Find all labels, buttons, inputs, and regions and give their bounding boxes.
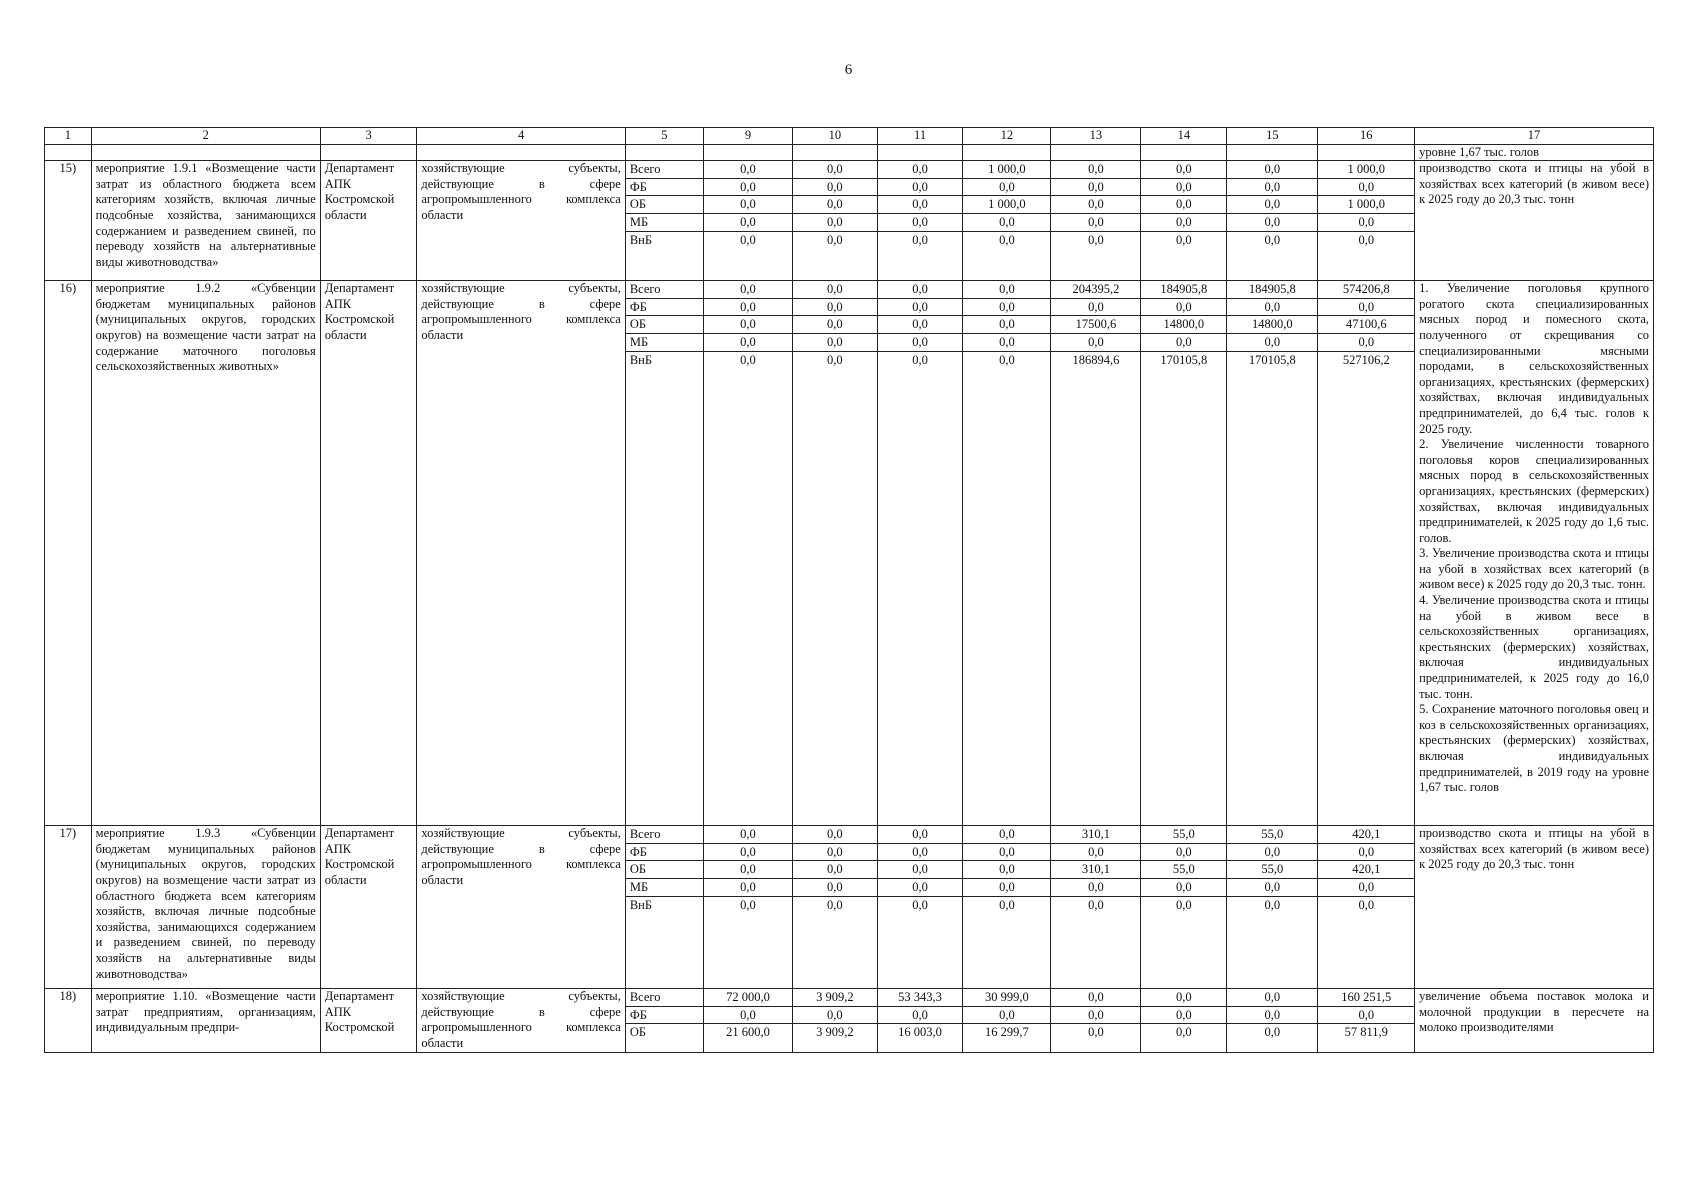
- amount-value: 0,0: [827, 352, 843, 367]
- amount-value: 0,0: [878, 861, 963, 879]
- expected-result: [1415, 281, 1654, 826]
- executor: Департамент АПК Костромской области: [320, 161, 417, 281]
- amount-value: 17500,6: [1051, 316, 1140, 334]
- amount-value: 0,0: [1318, 179, 1414, 197]
- funding-source: ФБ: [626, 179, 703, 197]
- amount-value: 310,1: [1051, 826, 1140, 844]
- amount-value: 0,0: [793, 334, 877, 352]
- column-header: 12: [963, 128, 1051, 145]
- amount-value: 0,0: [1051, 214, 1140, 232]
- amount-value: 0,0: [1051, 334, 1140, 352]
- year-values-c9: [703, 281, 792, 826]
- amount-value: 0,0: [1088, 897, 1104, 912]
- amount-value: 0,0: [704, 826, 792, 844]
- amount-value: 0,0: [793, 179, 877, 197]
- amount-value: 0,0: [878, 179, 963, 197]
- column-header: 2: [91, 128, 320, 145]
- year-values-c16: [1318, 989, 1415, 1052]
- year-values-c14: [1141, 281, 1227, 826]
- amount-value: 0,0: [793, 214, 877, 232]
- amount-value: 0,0: [704, 334, 792, 352]
- measure-name: мероприятие 1.9.3 «Субвенции бюджетам муниципальных районов (муниципальных округов, городских округов) на возмещение части затрат из областного бюджета всем категориям хозяйств, включая личные подсобные хозяйства, занимающихся содержанием и разведением свиней, по переводу хозяйств на альтернативные виды животноводства»: [91, 826, 320, 989]
- year-values-c9: [703, 161, 792, 281]
- amount-value: 0,0: [963, 879, 1050, 897]
- amount-value: 0,0: [963, 316, 1050, 334]
- amount-value: 0,0: [963, 334, 1050, 352]
- funding-source: ВнБ: [629, 897, 653, 912]
- year-values-c14: [1141, 989, 1227, 1052]
- year-values-c14: [1141, 826, 1227, 989]
- amount-value: 0,0: [1088, 1025, 1104, 1040]
- amount-value: 0,0: [1264, 897, 1281, 912]
- amount-value: 0,0: [1141, 196, 1226, 214]
- amount-value: 0,0: [704, 316, 792, 334]
- amount-value: 170105,8: [1160, 352, 1208, 367]
- column-header: 3: [320, 128, 417, 145]
- participants: хозяйствующие субъекты, действующие в сфере агропромышленного комплекса области: [417, 161, 625, 281]
- amount-value: 0,0: [1318, 1007, 1414, 1025]
- funding-source: МБ: [626, 879, 703, 897]
- amount-value: 0,0: [1227, 299, 1317, 317]
- program-activities-table: [44, 127, 1654, 1053]
- funding-sources: [625, 161, 703, 281]
- amount-value: 0,0: [1141, 334, 1226, 352]
- measure-name: мероприятие 1.10. «Возмещение части затрат предприятиям, организациям, индивидуальным предпри-: [91, 989, 320, 1052]
- amount-value: 0,0: [878, 299, 963, 317]
- page-number: 6: [844, 62, 853, 78]
- amount-value: 0,0: [963, 299, 1050, 317]
- amount-value: 0,0: [793, 161, 877, 179]
- funding-source: Всего: [626, 281, 703, 299]
- result-paragraph: 3. Увеличение производства скота и птицы на убой в хозяйствах всех категорий (в живом весе) к 2025 году до 20,3 тыс. тонн.: [1419, 546, 1649, 592]
- amount-value: 0,0: [793, 844, 877, 862]
- amount-value: 0,0: [1264, 232, 1281, 247]
- amount-value: 0,0: [1227, 879, 1317, 897]
- year-values-c13: [1051, 826, 1141, 989]
- amount-value: 186894,6: [1072, 352, 1120, 367]
- amount-value: 0,0: [793, 1007, 877, 1025]
- continuation-row: [45, 144, 1654, 161]
- result-paragraph: увеличение объема поставок молока и молочной продукции в пересчете на молоко производителями: [1419, 989, 1649, 1035]
- funding-source: ФБ: [626, 299, 703, 317]
- amount-value: 0,0: [793, 879, 877, 897]
- amount-value: 204395,2: [1051, 281, 1140, 299]
- amount-value: 0,0: [1051, 989, 1140, 1007]
- amount-value: 0,0: [1051, 179, 1140, 197]
- executor: Департамент АПК Костромской области: [320, 826, 417, 989]
- table-row: [45, 161, 1654, 281]
- year-values-c13: [1051, 281, 1141, 826]
- amount-value: 0,0: [963, 844, 1050, 862]
- amount-value: 0,0: [1088, 232, 1104, 247]
- amount-value: 3 909,2: [816, 1025, 854, 1040]
- amount-value: 53 343,3: [878, 989, 963, 1007]
- amount-value: 0,0: [1051, 1007, 1140, 1025]
- amount-value: 16 299,7: [985, 1025, 1029, 1040]
- amount-value: 0,0: [1141, 161, 1226, 179]
- column-header: 16: [1318, 128, 1415, 145]
- funding-source: ОБ: [626, 196, 703, 214]
- amount-value: 0,0: [827, 232, 843, 247]
- amount-value: 0,0: [793, 281, 877, 299]
- year-values-c9: [703, 826, 792, 989]
- amount-value: 0,0: [963, 826, 1050, 844]
- amount-value: 0,0: [1227, 161, 1317, 179]
- result-paragraph: производство скота и птицы на убой в хозяйствах всех категорий (в живом весе) к 2025 году до 20,3 тыс. тонн: [1419, 826, 1649, 872]
- amount-value: 0,0: [999, 232, 1015, 247]
- amount-value: 0,0: [704, 214, 792, 232]
- column-header: 15: [1227, 128, 1318, 145]
- executor: Департамент АПК Костромской: [320, 989, 417, 1052]
- year-values-c11: [877, 281, 963, 826]
- funding-source: ОБ: [629, 1025, 647, 1040]
- column-number-row: [45, 128, 1654, 145]
- year-values-c15: [1227, 281, 1318, 826]
- row-number: 15): [45, 161, 92, 281]
- year-values-c10: [793, 989, 878, 1052]
- year-values-c10: [793, 826, 878, 989]
- funding-source: Всего: [626, 826, 703, 844]
- amount-value: 0,0: [704, 844, 792, 862]
- participants: хозяйствующие субъекты, действующие в сфере агропромышленного комплекса области: [417, 281, 625, 826]
- funding-source: ВнБ: [629, 352, 653, 367]
- amount-value: 0,0: [1227, 179, 1317, 197]
- amount-value: 0,0: [1141, 214, 1226, 232]
- amount-value: 0,0: [999, 352, 1015, 367]
- amount-value: 0,0: [1141, 299, 1226, 317]
- amount-value: 0,0: [963, 1007, 1050, 1025]
- amount-value: 0,0: [963, 214, 1050, 232]
- year-values-c15: [1227, 989, 1318, 1052]
- participants: хозяйствующие субъекты, действующие в сфере агропромышленного комплекса области: [417, 826, 625, 989]
- expected-result: [1415, 826, 1654, 989]
- amount-value: 0,0: [1358, 897, 1375, 912]
- amount-value: 0,0: [878, 316, 963, 334]
- amount-value: 0,0: [1141, 1007, 1226, 1025]
- column-header: 14: [1141, 128, 1227, 145]
- column-header: 11: [877, 128, 963, 145]
- amount-value: 160 251,5: [1318, 989, 1414, 1007]
- amount-value: 1 000,0: [963, 196, 1050, 214]
- amount-value: 184905,8: [1227, 281, 1317, 299]
- continuation-text: уровне 1,67 тыс. голов: [1415, 144, 1654, 161]
- amount-value: 0,0: [912, 352, 928, 367]
- amount-value: 0,0: [1176, 1025, 1192, 1040]
- amount-value: 0,0: [1051, 196, 1140, 214]
- year-values-c15: [1227, 161, 1318, 281]
- column-header: 10: [793, 128, 878, 145]
- amount-value: 0,0: [1227, 1007, 1317, 1025]
- amount-value: 0,0: [827, 897, 843, 912]
- amount-value: 0,0: [878, 334, 963, 352]
- amount-value: 0,0: [704, 1007, 792, 1025]
- amount-value: 3 909,2: [793, 989, 877, 1007]
- amount-value: 0,0: [1358, 232, 1375, 247]
- amount-value: 47100,6: [1318, 316, 1414, 334]
- result-paragraph: 4. Увеличение производства скота и птицы на убой в живом весе в сельскохозяйственных организациях, крестьянских (фермерских) хозяйствах, включая индивидуальных предпринимателей, к 2025 году до 16,0 тыс. тонн.: [1419, 593, 1649, 701]
- amount-value: 55,0: [1141, 826, 1226, 844]
- funding-sources: [625, 826, 703, 989]
- funding-source: ОБ: [626, 316, 703, 334]
- year-values-c10: [793, 281, 878, 826]
- amount-value: 0,0: [1141, 844, 1226, 862]
- amount-value: 0,0: [1176, 232, 1192, 247]
- funding-source: ВнБ: [629, 232, 653, 247]
- amount-value: 0,0: [1318, 214, 1414, 232]
- amount-value: 0,0: [1141, 989, 1226, 1007]
- amount-value: 0,0: [963, 861, 1050, 879]
- amount-value: 0,0: [740, 232, 756, 247]
- amount-value: 0,0: [1318, 844, 1414, 862]
- amount-value: 0,0: [704, 161, 792, 179]
- amount-value: 14800,0: [1141, 316, 1226, 334]
- amount-value: 184905,8: [1141, 281, 1226, 299]
- amount-value: 0,0: [963, 179, 1050, 197]
- table-row: [45, 826, 1654, 989]
- funding-source: Всего: [626, 989, 703, 1007]
- expected-result: [1415, 989, 1654, 1052]
- participants: хозяйствующие субъекты, действующие в сфере агропромышленного комплекса области: [417, 989, 625, 1052]
- amount-value: 30 999,0: [963, 989, 1050, 1007]
- funding-source: Всего: [626, 161, 703, 179]
- amount-value: 1 000,0: [963, 161, 1050, 179]
- amount-value: 0,0: [740, 897, 756, 912]
- amount-value: 57 811,9: [1344, 1025, 1388, 1040]
- amount-value: 0,0: [1227, 334, 1317, 352]
- amount-value: 0,0: [740, 352, 756, 367]
- result-paragraph: 5. Сохранение маточного поголовья овец и коз в сельскохозяйственных организациях, крестьянских (фермерских) хозяйствах, включая индивидуальных предпринимателей, в 2019 году на уровне 1,67 тыс. голов: [1419, 702, 1649, 795]
- amount-value: 420,1: [1318, 826, 1414, 844]
- column-header: 5: [625, 128, 703, 145]
- measure-name: мероприятие 1.9.2 «Субвенции бюджетам муниципальных районов (муниципальных округов, городских округов) на возмещение части затрат на содержание маточного поголовья сельскохозяйственных животных»: [91, 281, 320, 826]
- amount-value: 0,0: [912, 897, 928, 912]
- year-values-c12: [963, 989, 1051, 1052]
- funding-sources: [625, 989, 703, 1052]
- column-header: 13: [1051, 128, 1141, 145]
- year-values-c12: [963, 281, 1051, 826]
- year-values-c11: [877, 161, 963, 281]
- amount-value: 1 000,0: [1318, 196, 1414, 214]
- amount-value: 0,0: [793, 299, 877, 317]
- year-values-c16: [1318, 161, 1415, 281]
- amount-value: 0,0: [793, 316, 877, 334]
- amount-value: 0,0: [704, 879, 792, 897]
- funding-sources: [625, 281, 703, 826]
- funding-source: МБ: [626, 334, 703, 352]
- row-number: 16): [45, 281, 92, 826]
- amount-value: 0,0: [963, 281, 1050, 299]
- column-header: 4: [417, 128, 625, 145]
- amount-value: 0,0: [878, 196, 963, 214]
- amount-value: 0,0: [704, 196, 792, 214]
- amount-value: 0,0: [1141, 179, 1226, 197]
- expected-result: [1415, 161, 1654, 281]
- amount-value: 1 000,0: [1318, 161, 1414, 179]
- amount-value: 0,0: [878, 281, 963, 299]
- year-values-c15: [1227, 826, 1318, 989]
- year-values-c16: [1318, 826, 1415, 989]
- amount-value: 0,0: [878, 161, 963, 179]
- amount-value: 0,0: [1227, 989, 1317, 1007]
- amount-value: 0,0: [1318, 334, 1414, 352]
- amount-value: 0,0: [1141, 879, 1226, 897]
- year-values-c14: [1141, 161, 1227, 281]
- amount-value: 0,0: [1318, 299, 1414, 317]
- funding-source: ОБ: [626, 861, 703, 879]
- amount-value: 0,0: [1051, 161, 1140, 179]
- amount-value: 0,0: [912, 232, 928, 247]
- amount-value: 527106,2: [1342, 352, 1390, 367]
- amount-value: 0,0: [1051, 879, 1140, 897]
- amount-value: 0,0: [1318, 879, 1414, 897]
- amount-value: 0,0: [878, 826, 963, 844]
- table-row: [45, 989, 1654, 1052]
- amount-value: 0,0: [1227, 844, 1317, 862]
- amount-value: 0,0: [1051, 299, 1140, 317]
- year-values-c10: [793, 161, 878, 281]
- amount-value: 0,0: [704, 179, 792, 197]
- amount-value: 0,0: [793, 861, 877, 879]
- amount-value: 0,0: [704, 299, 792, 317]
- funding-source: ФБ: [626, 1007, 703, 1025]
- year-values-c9: [703, 989, 792, 1052]
- funding-source: МБ: [626, 214, 703, 232]
- amount-value: 0,0: [1051, 844, 1140, 862]
- year-values-c11: [877, 826, 963, 989]
- amount-value: 16 003,0: [898, 1025, 942, 1040]
- year-values-c13: [1051, 161, 1141, 281]
- amount-value: 574206,8: [1318, 281, 1414, 299]
- amount-value: 0,0: [878, 879, 963, 897]
- amount-value: 0,0: [704, 281, 792, 299]
- year-values-c12: [963, 161, 1051, 281]
- year-values-c13: [1051, 989, 1141, 1052]
- amount-value: 0,0: [1176, 897, 1192, 912]
- amount-value: 0,0: [793, 826, 877, 844]
- amount-value: 170105,8: [1248, 352, 1296, 367]
- column-header: 17: [1415, 128, 1654, 145]
- result-paragraph: 1. Увеличение поголовья крупного рогатого скота специализированных мясных пород и помесного скота, полученного от скрещивания со специализированными мясными породами, в сельскохозяйственных организациях, крестьянских (фермерских) хозяйствах, включая индивидуальных предпринимателей, до 6,4 тыс. голов к 2025 году.: [1419, 281, 1649, 436]
- amount-value: 310,1: [1051, 861, 1140, 879]
- amount-value: 55,0: [1141, 861, 1226, 879]
- amount-value: 0,0: [878, 214, 963, 232]
- amount-value: 14800,0: [1227, 316, 1317, 334]
- amount-value: 55,0: [1227, 826, 1317, 844]
- amount-value: 55,0: [1227, 861, 1317, 879]
- column-header: 9: [703, 128, 792, 145]
- amount-value: 21 600,0: [726, 1025, 770, 1040]
- amount-value: 0,0: [878, 844, 963, 862]
- amount-value: 0,0: [793, 196, 877, 214]
- funding-source: ФБ: [626, 844, 703, 862]
- result-paragraph: 2. Увеличение численности товарного поголовья коров специализированных мясных пород в сельскохозяйственных организациях, крестьянских (фермерских) хозяйствах, включая индивидуальных предпринимателей, к 2025 году до 1,6 тыс. голов.: [1419, 437, 1649, 545]
- row-number: 18): [45, 989, 92, 1052]
- column-header: 1: [45, 128, 92, 145]
- measure-name: мероприятие 1.9.1 «Возмещение части затрат из областного бюджета всем категориям хозяйств, включая личные подсобные хозяйства, занимающихся содержанием и разведением свиней, по переводу хозяйств на альтернативные виды животноводства»: [91, 161, 320, 281]
- table-row: [45, 281, 1654, 826]
- year-values-c16: [1318, 281, 1415, 826]
- amount-value: 72 000,0: [704, 989, 792, 1007]
- amount-value: 0,0: [878, 1007, 963, 1025]
- result-paragraph: производство скота и птицы на убой в хозяйствах всех категорий (в живом весе) к 2025 году до 20,3 тыс. тонн: [1419, 161, 1649, 207]
- row-number: 17): [45, 826, 92, 989]
- amount-value: 0,0: [1264, 1025, 1281, 1040]
- amount-value: 0,0: [1227, 196, 1317, 214]
- amount-value: 0,0: [999, 897, 1015, 912]
- executor: Департамент АПК Костромской области: [320, 281, 417, 826]
- year-values-c11: [877, 989, 963, 1052]
- amount-value: 0,0: [1227, 214, 1317, 232]
- year-values-c12: [963, 826, 1051, 989]
- amount-value: 420,1: [1318, 861, 1414, 879]
- amount-value: 0,0: [704, 861, 792, 879]
